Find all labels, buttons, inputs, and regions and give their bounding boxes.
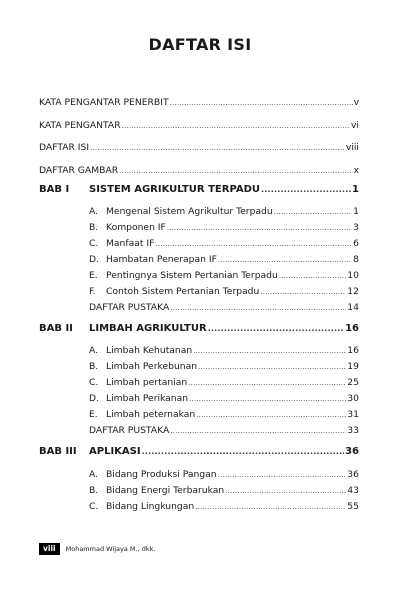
item-page: 36 [347, 469, 359, 480]
item-page: 31 [347, 409, 359, 420]
toc-entry [39, 165, 359, 176]
chapter-number: BAB I [39, 184, 70, 195]
dot-leader [170, 99, 353, 107]
dot-leader [193, 347, 346, 355]
dot-leader [260, 288, 346, 296]
footer-author: Mohammad Wijaya M., dkk. [65, 545, 156, 553]
item-text: Limbah pertanian [106, 377, 188, 388]
dot-leader [225, 487, 346, 495]
page-number-badge: viii [39, 543, 60, 555]
dot-leader [274, 208, 352, 216]
toc-entry [39, 120, 359, 131]
dot-leader [261, 185, 351, 194]
dot-leader [167, 224, 352, 232]
dot-leader [90, 144, 345, 152]
item-letter: E. [89, 409, 98, 420]
toc-item [89, 206, 359, 217]
item-page: 12 [347, 286, 359, 297]
toc-item [89, 345, 359, 356]
toc-entry-page: viii [345, 142, 359, 153]
toc-item [89, 377, 359, 388]
item-page: 3 [353, 222, 359, 233]
toc-item [89, 270, 359, 281]
item-page: 43 [347, 485, 359, 496]
item-letter: F. [89, 286, 96, 297]
item-page: 10 [347, 270, 359, 281]
toc-item [89, 238, 359, 249]
dot-leader [208, 324, 344, 333]
dot-leader [188, 379, 346, 387]
item-text: Mengenal Sistem Agrikultur Terpadu [106, 206, 273, 217]
dot-leader [198, 363, 346, 371]
item-text: Limbah Perikanan [106, 393, 189, 404]
item-letter: D. [89, 393, 99, 404]
chapter-page: 1 [352, 184, 359, 195]
dot-leader [155, 240, 352, 248]
bibliography-page: 14 [347, 302, 359, 313]
chapter-page: 16 [345, 323, 359, 334]
page-footer [39, 543, 155, 555]
item-text: Pentingnya Sistem Pertanian Terpadu [106, 270, 278, 281]
dot-leader [170, 304, 346, 312]
dot-leader [279, 272, 346, 280]
dot-leader [189, 395, 346, 403]
item-page: 6 [353, 238, 359, 249]
dot-leader [218, 256, 352, 264]
chapter-page: 36 [345, 446, 359, 457]
toc-item [89, 286, 359, 297]
toc-item [89, 393, 359, 404]
chapter-heading [39, 446, 359, 457]
item-letter: E. [89, 270, 98, 281]
item-letter: C. [89, 501, 99, 512]
toc-entry [39, 142, 359, 153]
toc-entry-page: v [353, 97, 359, 108]
toc-entry-label: KATA PENGANTAR [39, 120, 121, 131]
item-letter: B. [89, 361, 99, 372]
item-text: Bidang Lingkungan [106, 501, 195, 512]
item-letter: B. [89, 485, 99, 496]
item-text: Limbah Kehutanan [106, 345, 193, 356]
toc-entry-page: vi [351, 120, 359, 131]
item-letter: C. [89, 238, 99, 249]
item-letter: B. [89, 222, 99, 233]
item-text: Bidang Energi Terbarukan [106, 485, 225, 496]
bibliography-page: 33 [347, 425, 359, 436]
toc-entry-label: DAFTAR GAMBAR [39, 165, 119, 176]
toc-entry-label: DAFTAR ISI [39, 142, 90, 153]
toc-item [89, 254, 359, 265]
toc-item [89, 501, 359, 512]
item-page: 1 [353, 206, 359, 217]
item-text: Hambatan Penerapan IF [106, 254, 217, 265]
chapter-title: LIMBAH AGRIKULTUR [89, 323, 207, 334]
chapter-heading [39, 184, 359, 195]
dot-leader [170, 427, 346, 435]
chapter-heading [39, 323, 359, 334]
bibliography-label: DAFTAR PUSTAKA [89, 302, 170, 313]
chapter-number: BAB III [39, 446, 77, 457]
item-page: 55 [347, 501, 359, 512]
dot-leader [142, 447, 345, 456]
item-text: Manfaat IF [106, 238, 155, 249]
item-text: Komponen IF [106, 222, 166, 233]
toc-entry [39, 97, 359, 108]
toc-item [89, 469, 359, 480]
item-page: 8 [353, 254, 359, 265]
dot-leader [119, 167, 352, 175]
item-text: Contoh Sistem Pertanian Terpadu [106, 286, 260, 297]
item-text: Limbah peternakan [106, 409, 196, 420]
item-page: 16 [347, 345, 359, 356]
bibliography-label: DAFTAR PUSTAKA [89, 425, 170, 436]
chapter-title: APLIKASI [89, 446, 141, 457]
item-page: 30 [347, 393, 359, 404]
chapter-title: SISTEM AGRIKULTUR TERPADU [89, 184, 261, 195]
item-page: 25 [347, 377, 359, 388]
bibliography-entry [89, 302, 359, 313]
dot-leader [195, 503, 346, 511]
item-letter: A. [89, 345, 99, 356]
bibliography-entry [89, 425, 359, 436]
item-letter: C. [89, 377, 99, 388]
page-title: DAFTAR ISI [148, 35, 252, 54]
item-letter: D. [89, 254, 99, 265]
item-text: Bidang Produksi Pangan [106, 469, 217, 480]
dot-leader [218, 471, 347, 479]
toc-item [89, 361, 359, 372]
item-text: Limbah Perkebunan [106, 361, 198, 372]
item-letter: A. [89, 206, 99, 217]
toc-entry-page: x [353, 165, 359, 176]
toc-item [89, 409, 359, 420]
toc-entry-label: KATA PENGANTAR PENERBIT [39, 97, 169, 108]
chapter-number: BAB II [39, 323, 73, 334]
dot-leader [196, 411, 346, 419]
item-letter: A. [89, 469, 99, 480]
dot-leader [122, 122, 350, 130]
toc-item [89, 485, 359, 496]
toc-item [89, 222, 359, 233]
item-page: 19 [347, 361, 359, 372]
